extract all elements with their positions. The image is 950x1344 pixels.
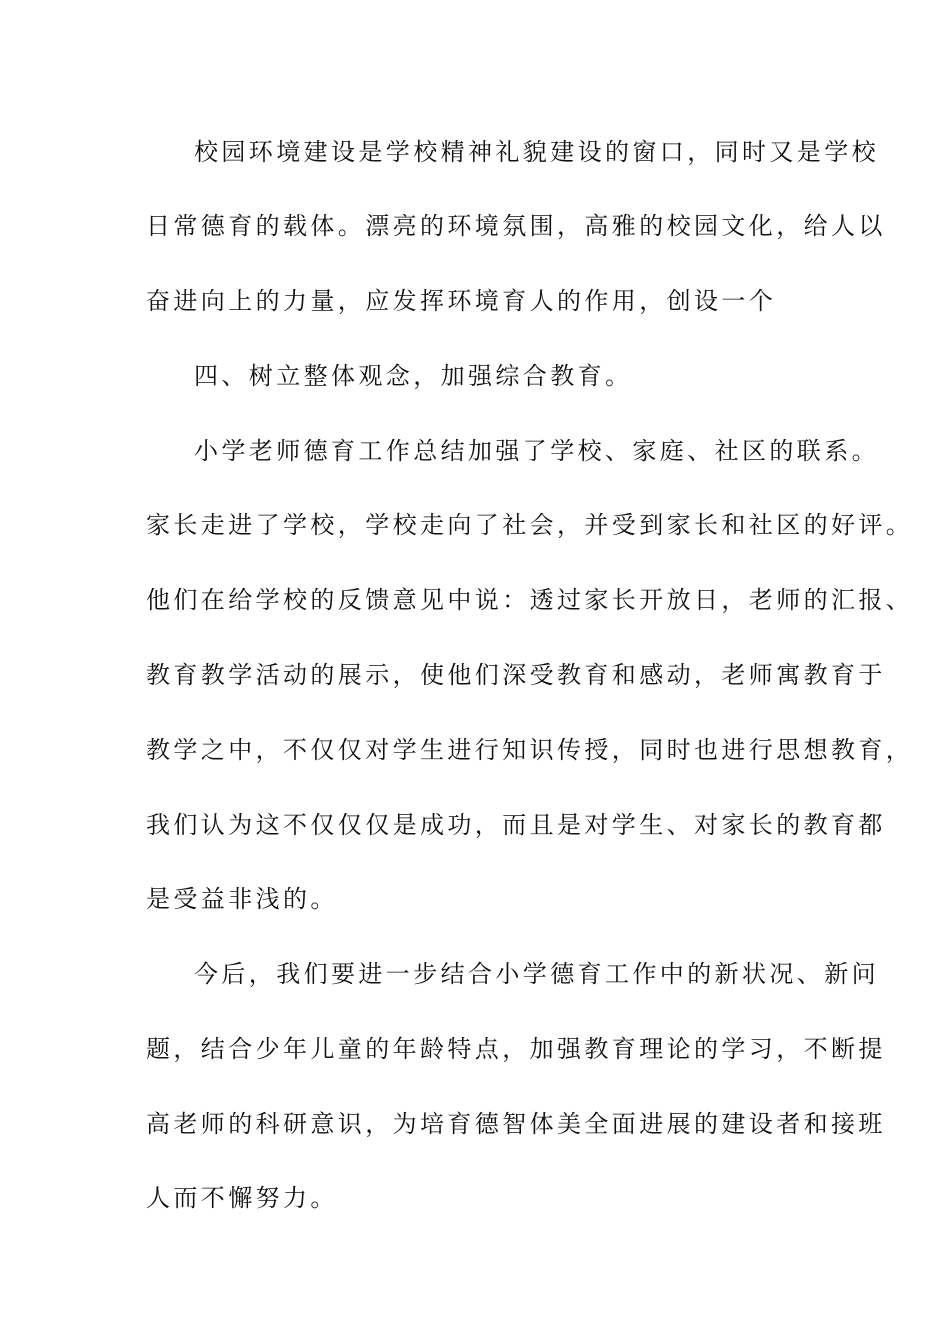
paragraph-2-line-2: 家长走进了学校，学校走向了社会，并受到家长和社区的好评。 (146, 511, 914, 539)
paragraph-3-line-2: 题，结合少年儿童的年龄特点，加强教育理论的学习，不断提 (146, 1035, 886, 1063)
paragraph-1-line-1: 校园环境建设是学校精神礼貌建设的窗口，同时又是学校 (194, 138, 879, 166)
paragraph-2-line-3: 他们在给学校的反馈意见中说：透过家长开放日，老师的汇报、 (146, 586, 914, 614)
paragraph-3-line-4: 人而不懈努力。 (146, 1184, 338, 1212)
paragraph-2-line-6: 我们认为这不仅仅仅是成功，而且是对学生、对家长的教育都 (146, 811, 886, 839)
paragraph-2-line-5: 教学之中，不仅仅对学生进行知识传授，同时也进行思想教育， (146, 736, 914, 764)
paragraph-1-line-3: 奋进向上的力量，应发挥环境育人的作用，创设一个 (146, 287, 777, 315)
paragraph-2-line-1: 小学老师德育工作总结加强了学校、家庭、社区的联系。 (194, 437, 879, 465)
section-heading: 四、树立整体观念，加强综合教育。 (194, 362, 633, 390)
paragraph-3-line-1: 今后，我们要进一步结合小学德育工作中的新状况、新问 (194, 960, 879, 988)
paragraph-2-line-7: 是受益非浅的。 (146, 885, 338, 913)
paragraph-3-line-3: 高老师的科研意识，为培育德智体美全面进展的建设者和接班 (146, 1110, 886, 1138)
paragraph-2-line-4: 教育教学活动的展示，使他们深受教育和感动，老师寓教育于 (146, 661, 886, 689)
paragraph-1-line-2: 日常德育的载体。漂亮的环境氛围，高雅的校园文化，给人以 (146, 212, 886, 240)
